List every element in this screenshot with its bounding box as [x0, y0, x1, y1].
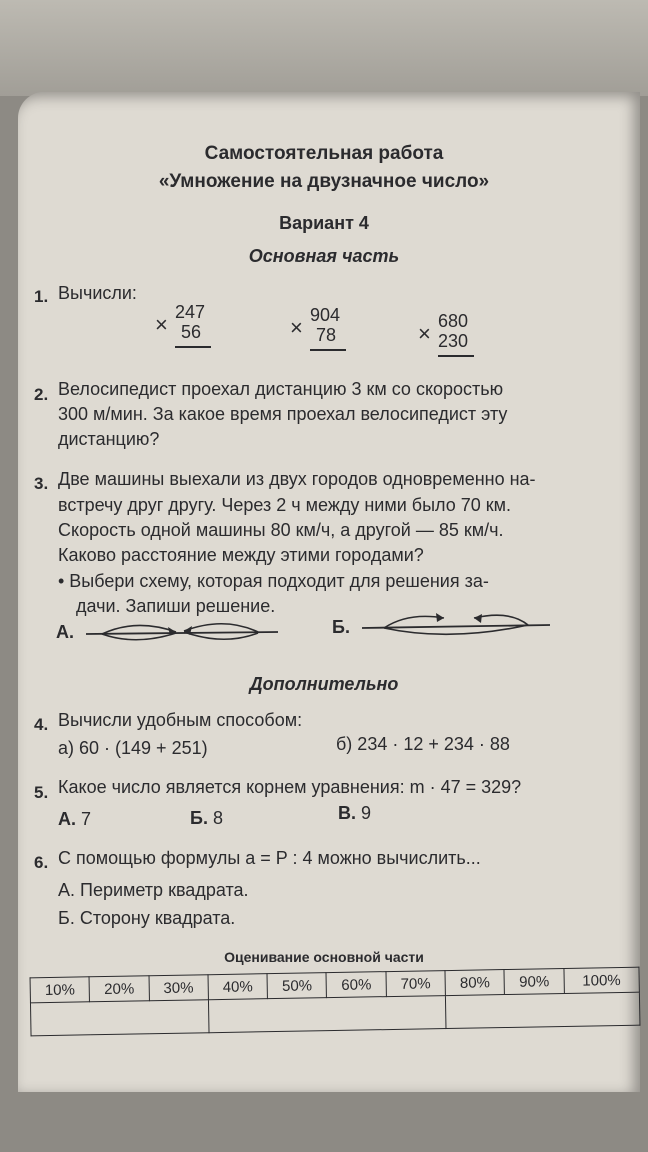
task-5-number: 5.	[34, 783, 49, 802]
option-value: 9	[361, 803, 372, 823]
task-6-option-b: Б. Сторону квадрата.	[58, 908, 236, 928]
task-5-option-c	[338, 803, 371, 824]
variant-heading: Вариант 4	[279, 213, 369, 233]
task-4-option-b: б) 234 · 12 + 234 · 88	[336, 734, 510, 754]
background-edge	[0, 0, 648, 96]
grade-cell: 60%	[326, 972, 386, 998]
times-sign: ×	[418, 321, 431, 346]
task-2-line-2: 300 м/мин. За какое время проехал велосипедист эту	[58, 404, 508, 424]
task-2-line-1: Велосипедист проехал дистанцию 3 км со скоростью	[58, 379, 504, 399]
task-3-line-1: Две машины выехали из двух городов одновременно на-	[58, 469, 536, 489]
task-6-number: 6.	[34, 853, 49, 872]
section-main-heading: Основная часть	[248, 246, 400, 266]
grade-cell: 70%	[386, 971, 446, 997]
grade-cell: 80%	[445, 970, 505, 996]
task-5-option-a	[58, 809, 91, 830]
task-6-option-a: А. Периметр квадрата.	[58, 880, 249, 900]
underline	[310, 349, 346, 351]
task-1-number: 1.	[34, 287, 49, 306]
task-2-number: 2.	[34, 385, 49, 404]
multiplicand: 680	[438, 311, 469, 331]
grade-cell: 20%	[89, 976, 149, 1002]
scheme-a-diagram	[84, 612, 280, 648]
grade-empty-cell	[208, 996, 446, 1033]
multiplier: 56	[181, 322, 202, 342]
multiplier: 230	[438, 331, 469, 351]
option-value: 7	[81, 809, 92, 829]
grade-cell: 40%	[208, 974, 268, 1000]
option-value: 8	[212, 808, 223, 828]
grade-cell: 30%	[149, 975, 209, 1001]
multiplier: 78	[316, 325, 337, 345]
task-2-line-3: дистанцию?	[58, 429, 160, 449]
scheme-b-label: Б.	[332, 617, 350, 637]
task-3-bullet-line-2: дачи. Запиши решение.	[76, 596, 276, 616]
task-6-text: С помощью формулы a = P : 4 можно вычислить...	[58, 848, 481, 868]
grading-title: Оценивание основной части	[224, 949, 424, 965]
task-3-line-2: встречу друг другу. Через 2 ч между ними было 70 км.	[58, 495, 512, 515]
task-3-line-4: Каково расстояние между этими городами?	[58, 545, 424, 565]
task-5-option-b	[190, 808, 223, 829]
option-label: Б.	[190, 808, 208, 828]
grade-cell: 50%	[267, 973, 327, 999]
task-5-text: Какое число является корнем уравнения: m · 47 = 329?	[58, 777, 522, 797]
task-3-line-3: Скорость одной машины 80 км/ч, а другой — 85 км/ч.	[58, 520, 504, 540]
grade-cell: 90%	[504, 969, 564, 995]
section-extra-heading: Дополнительно	[249, 674, 399, 694]
grading-table	[30, 967, 641, 1037]
title-line-1: Самостоятельная работа	[204, 143, 444, 164]
underline	[438, 355, 474, 357]
task-4-number: 4.	[34, 715, 49, 734]
grade-cell: 10%	[30, 977, 90, 1003]
task-4-option-a: а) 60 · (149 + 251)	[58, 738, 208, 758]
task-3-bullet-line-1: • Выбери схему, которая подходит для решения за-	[58, 571, 489, 591]
task-3-number: 3.	[34, 474, 49, 493]
grade-cell: 100%	[564, 967, 640, 993]
times-sign: ×	[290, 315, 303, 340]
title-line-2: «Умножение на двузначное число»	[158, 171, 490, 192]
grade-empty-cell	[445, 992, 639, 1028]
multiplicand: 247	[175, 302, 206, 322]
grade-empty-cell	[30, 1000, 208, 1036]
underline	[175, 346, 211, 348]
scheme-b-diagram	[360, 606, 552, 642]
multiplicand: 904	[310, 305, 341, 325]
scheme-a-label: А.	[56, 622, 74, 642]
times-sign: ×	[155, 312, 168, 337]
option-label: А.	[58, 809, 76, 829]
task-4-text: Вычисли удобным способом:	[58, 710, 303, 730]
task-1-text: Вычисли:	[58, 283, 137, 303]
option-label: В.	[338, 803, 356, 823]
